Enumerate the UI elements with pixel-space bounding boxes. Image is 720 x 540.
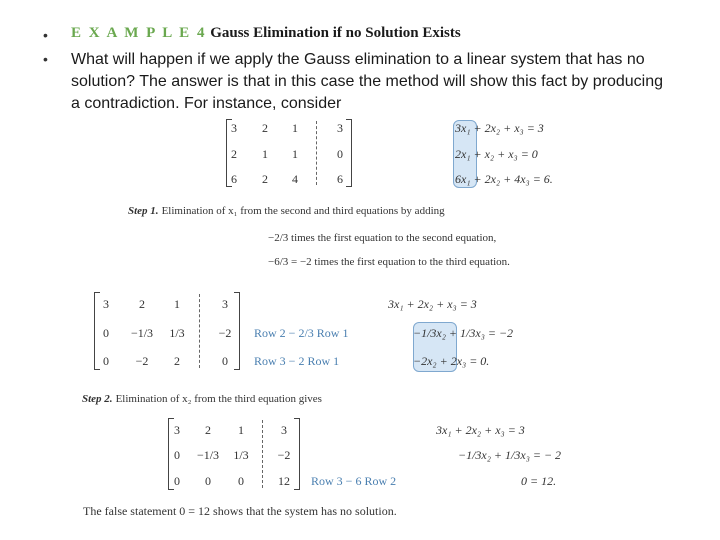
step-2-heading	[82, 391, 322, 406]
m3-cell: 3	[281, 423, 287, 437]
row-op-3: Row 3 − 6 Row 2	[311, 474, 397, 488]
step-2-label: Step 2.	[82, 393, 113, 405]
m2-cell: 0	[222, 354, 228, 368]
step-2-title: Elimination of x₂ from the third equation gives	[115, 393, 322, 405]
m2-cell: −2	[218, 326, 232, 340]
row-op-2-2: Row 3 − 2 Row 1	[254, 354, 340, 368]
m3-cell: 3	[174, 423, 180, 437]
m1-cell: 6	[337, 172, 343, 186]
m3-cell: 1	[238, 423, 244, 437]
m1-cell: 3	[337, 121, 343, 135]
m1-cell: 2	[262, 172, 268, 186]
system-2-eq-1: 3x₁ + 2x₂ + x₃ = 3	[388, 297, 477, 311]
m1-cell: 0	[337, 147, 343, 161]
step-1-line-a: −2/3 times the first equation to the second equation,	[268, 232, 497, 244]
m2-cell: 1/3	[169, 326, 185, 340]
system-3-eq-1: 3x₁ + 2x₂ + x₃ = 3	[436, 423, 525, 437]
system-1-eq-2: 2x₁ + x₂ + x₃ = 0	[455, 147, 538, 161]
m1-cell: 1	[262, 147, 268, 161]
m1-cell: 3	[231, 121, 237, 135]
m1-cell: 1	[292, 121, 298, 135]
m3-cell: 1/3	[233, 448, 249, 462]
example-number: E X A M P L E 4	[71, 25, 207, 41]
system-2-eq-3: −2x₂ + 2x₃ = 0.	[413, 354, 490, 368]
m1-cell: 1	[292, 147, 298, 161]
example-title: Gauss Elimination if no Solution Exists	[210, 25, 461, 41]
step-1-heading	[128, 203, 445, 218]
matrix-3-divider	[262, 420, 263, 488]
m3-cell: −1/3	[196, 448, 220, 462]
m1-cell: 6	[231, 172, 237, 186]
conclusion-text: The false statement 0 = 12 shows that the system has no solution.	[83, 504, 397, 518]
m1-cell: 4	[292, 172, 298, 186]
m2-cell: 2	[174, 354, 180, 368]
m2-cell: 0	[103, 354, 109, 368]
bullet-1: •	[43, 27, 48, 43]
m1-cell: 2	[262, 121, 268, 135]
row-op-2-1: Row 2 − 2/3 Row 1	[254, 326, 349, 340]
m3-cell: 0	[174, 448, 180, 462]
system-1-eq-1: 3x₁ + 2x₂ + x₃ = 3	[455, 121, 544, 135]
m3-cell: 0	[174, 474, 180, 488]
bullet-2: •	[43, 51, 48, 67]
m2-cell: 2	[139, 297, 145, 311]
m3-cell: 0	[238, 474, 244, 488]
m3-cell: 12	[278, 474, 290, 488]
m2-cell: 1	[174, 297, 180, 311]
m2-cell: −2	[135, 354, 149, 368]
m3-cell: 2	[205, 423, 211, 437]
m2-cell: 3	[222, 297, 228, 311]
m1-cell: 2	[231, 147, 237, 161]
system-1-eq-3: 6x₁ + 2x₂ + 4x₃ = 6.	[455, 172, 553, 186]
m3-cell: 0	[205, 474, 211, 488]
m2-cell: 0	[103, 326, 109, 340]
example-heading	[71, 25, 461, 42]
step-1-label: Step 1.	[128, 205, 159, 217]
step-1-line-b: −6/3 = −2 times the first equation to the third equation.	[268, 256, 510, 268]
system-3-eq-2: −1/3x₂ + 1/3x₃ = − 2	[458, 448, 562, 462]
intro-paragraph: What will happen if we apply the Gauss elimination to a linear system that has no solution? The answer is that in this case the method will show this fact by producing a contradiction. For instance, consider	[71, 51, 664, 112]
m2-cell: 3	[103, 297, 109, 311]
matrix-2-divider	[199, 294, 200, 368]
system-2-eq-2: −1/3x₂ + 1/3x₃ = −2	[413, 326, 514, 340]
m3-cell: −2	[277, 448, 291, 462]
system-3-eq-3: 0 = 12.	[521, 474, 557, 488]
m2-cell: −1/3	[130, 326, 154, 340]
matrix-1-divider	[316, 121, 317, 185]
step-1-title: Elimination of x₁ from the second and third equations by adding	[161, 205, 445, 217]
